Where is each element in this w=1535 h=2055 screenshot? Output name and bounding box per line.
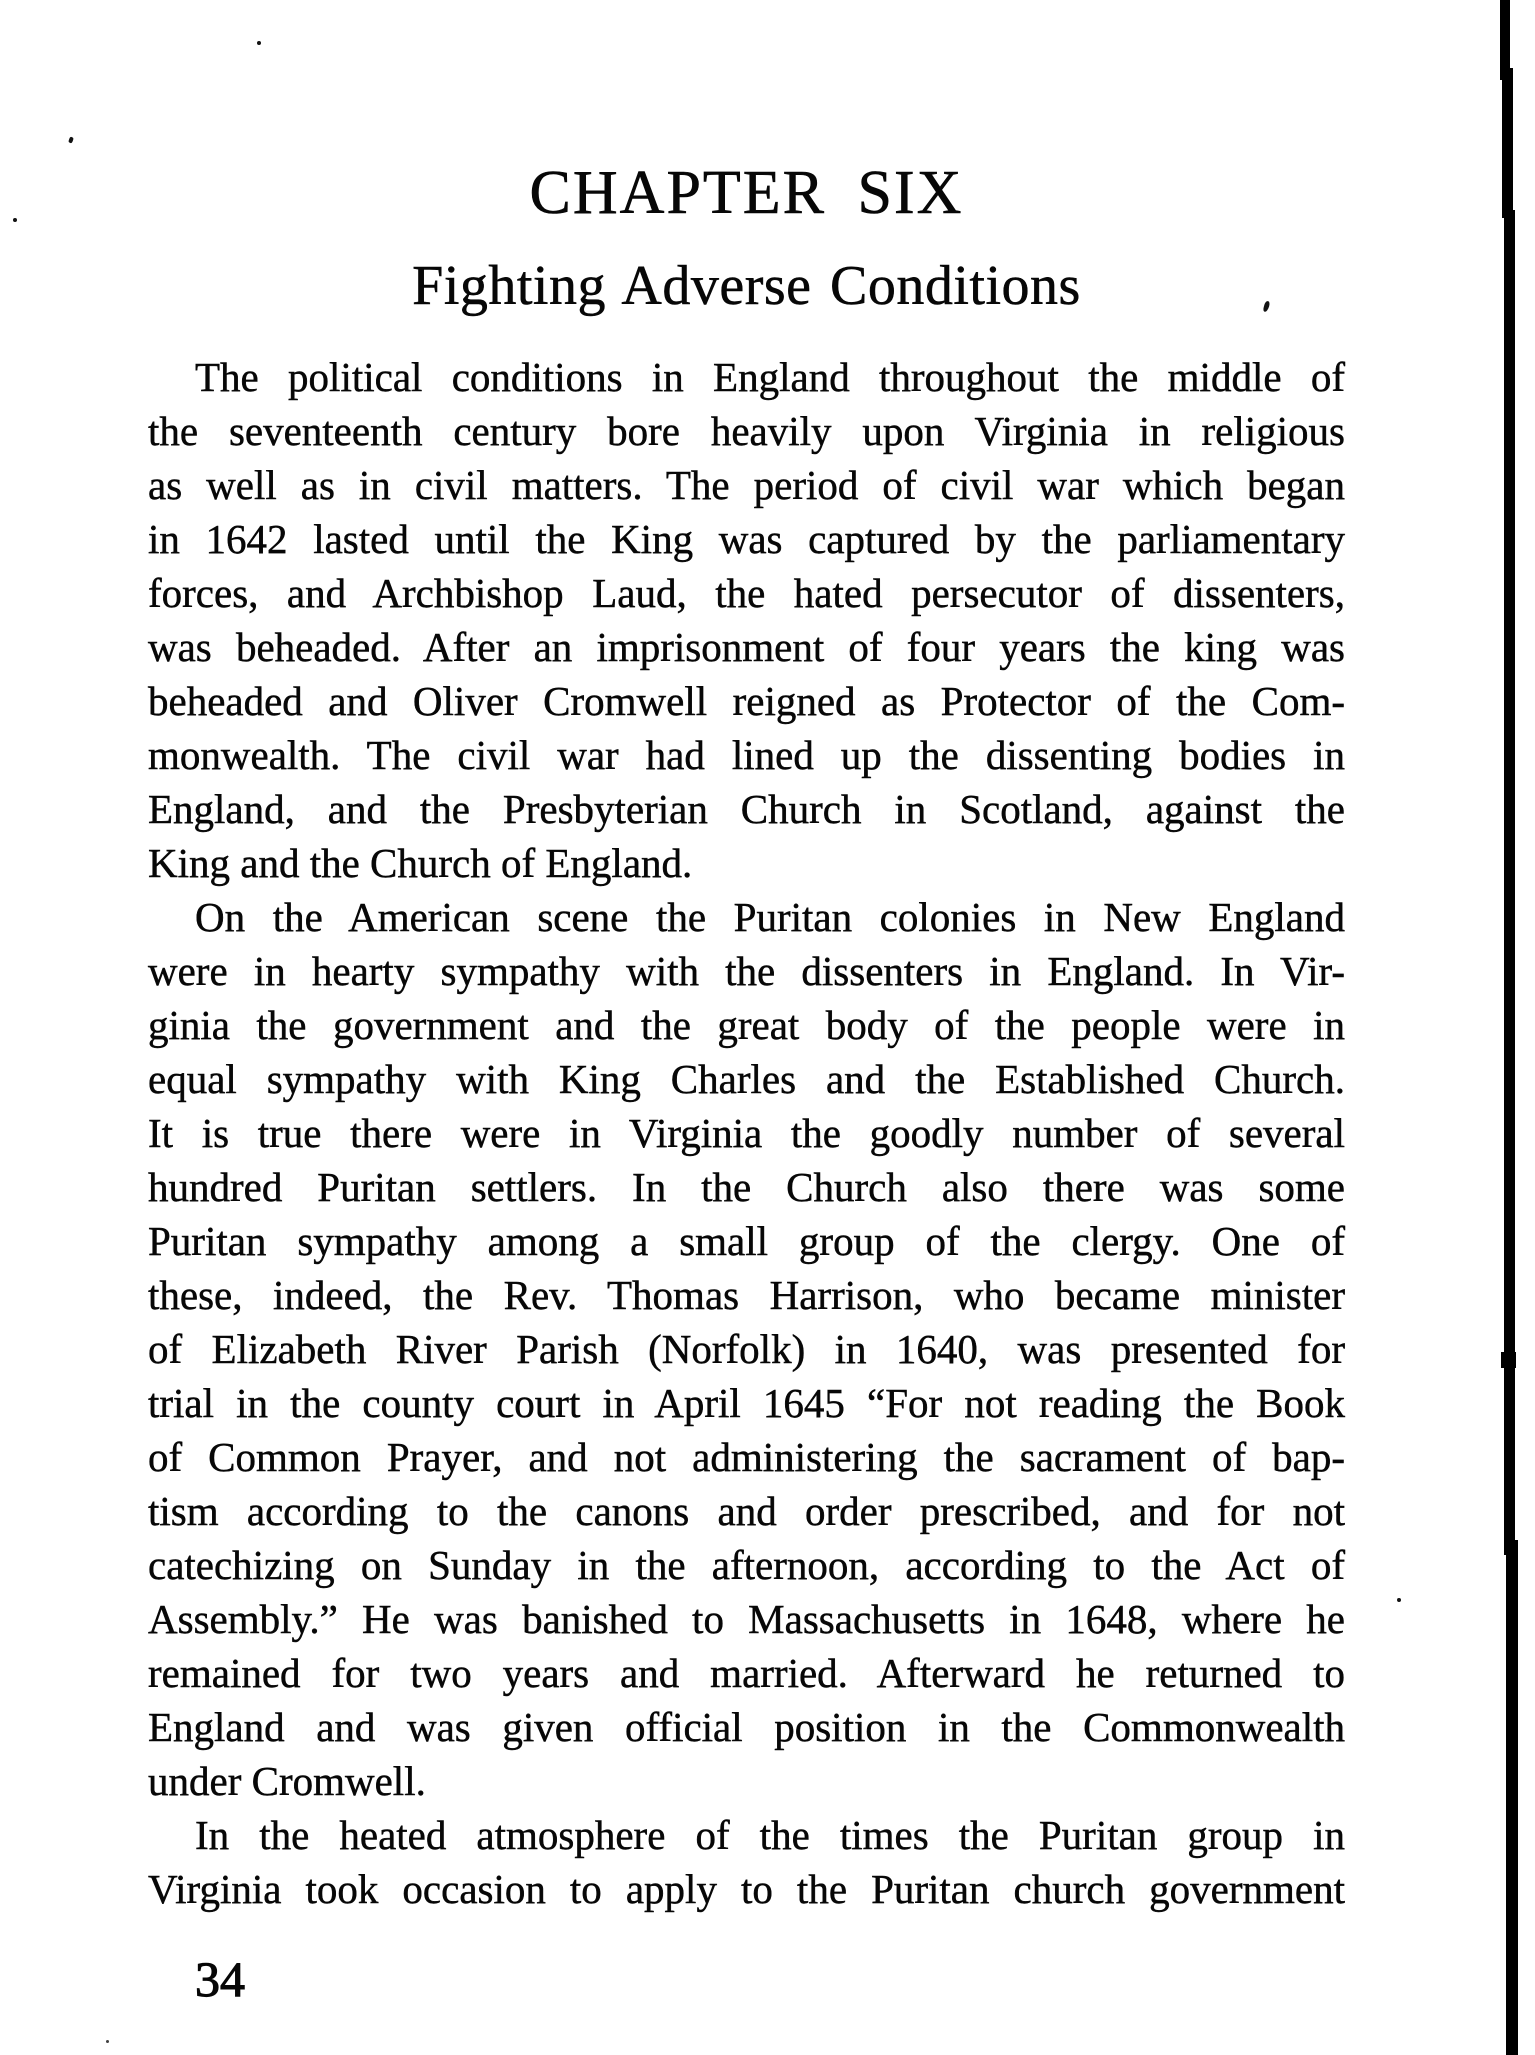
text-line: of Common Prayer, and not administering the sacrament of bap- [148,1434,1345,1480]
ink-speck [13,218,17,222]
text-line: remained for two years and married. Afterward he returned to [148,1650,1345,1696]
scan-gutter-bar [1502,68,1513,218]
text-line: The political conditions in England throughout the middle of [195,354,1345,400]
paragraph [148,1808,1345,1916]
ink-speck [106,2040,109,2043]
ink-speck [68,136,74,143]
text-line: catechizing on Sunday in the afternoon, according to the Act of [148,1542,1345,1588]
text-line: of Elizabeth River Parish (Norfolk) in 1640, was presented for [148,1326,1345,1372]
scan-gutter-bar [1501,1352,1516,1368]
text-line: England and was given official position in the Commonwealth [148,1704,1345,1750]
text-line: these, indeed, the Rev. Thomas Harrison, who became minister [148,1272,1345,1318]
text-line: England, and the Presbyterian Church in Scotland, against the [148,786,1345,832]
text-line: ginia the government and the great body of the people were in [148,1002,1345,1048]
text-line: beheaded and Oliver Cromwell reigned as Protector of the Com- [148,678,1345,724]
text-line: in 1642 lasted until the King was captured by the parliamentary [148,516,1345,562]
page-number: 34 [195,1951,245,2007]
chapter-title: Fighting Adverse Conditions [412,255,1081,317]
text-line: Puritan sympathy among a small group of the clergy. One of [148,1218,1345,1264]
text-line: Assembly.” He was banished to Massachusetts in 1648, where he [148,1596,1345,1642]
text-line: forces, and Archbishop Laud, the hated persecutor of dissenters, [148,570,1345,616]
ink-speck [1397,1598,1401,1602]
text-line: were in hearty sympathy with the dissenters in England. In Vir- [148,948,1345,994]
body-text [148,350,1345,1916]
scan-gutter-bar [1506,1540,1518,2055]
text-block [148,0,1345,2055]
text-line: It is true there were in Virginia the goodly number of several [148,1110,1345,1156]
text-line: In the heated atmosphere of the times the Puritan group in [195,1812,1345,1858]
text-line: monwealth. The civil war had lined up the dissenting bodies in [148,732,1345,778]
chapter-heading: CHAPTER SIX [529,159,964,227]
text-line: Virginia took occasion to apply to the Puritan church government [148,1866,1345,1912]
text-line: was beheaded. After an imprisonment of four years the king was [148,624,1345,670]
text-line: as well as in civil matters. The period of civil war which began [148,462,1345,508]
paragraph [148,890,1345,1808]
text-line: King and the Church of England. [148,840,693,886]
text-line: equal sympathy with King Charles and the Established Church. [148,1056,1345,1102]
text-line: tism according to the canons and order prescribed, and for not [148,1488,1345,1534]
text-line: On the American scene the Puritan colonies in New England [195,894,1345,940]
text-line: trial in the county court in April 1645 “For not reading the Book [148,1380,1345,1426]
text-line: the seventeenth century bore heavily upon Virginia in religious [148,408,1345,454]
text-line: hundred Puritan settlers. In the Church also there was some [148,1164,1345,1210]
paragraph [148,350,1345,890]
text-line: under Cromwell. [148,1758,426,1804]
